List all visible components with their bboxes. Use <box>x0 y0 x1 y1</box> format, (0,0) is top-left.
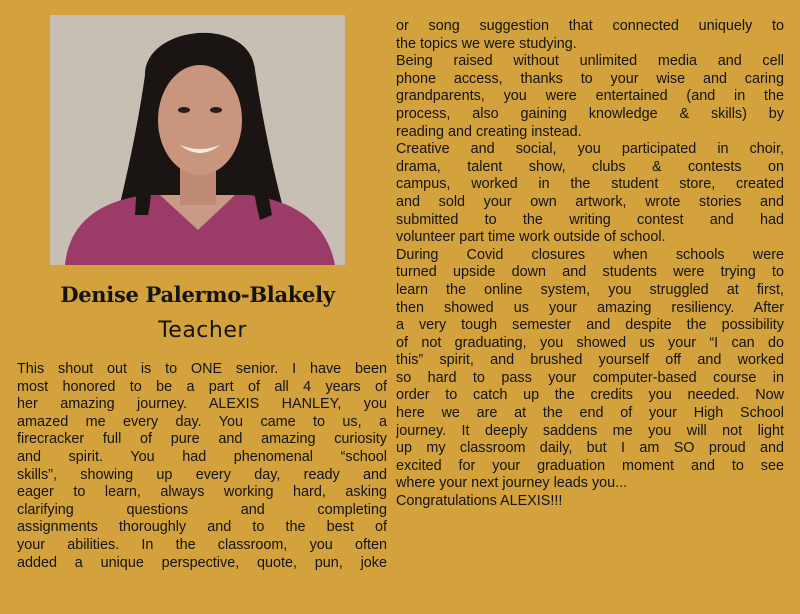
teacher-role: Teacher <box>158 318 247 343</box>
message-line: firecracker full of pure and amazing curiosity <box>17 431 387 448</box>
message-line: grandparents, you were entertained (and in the <box>396 88 784 105</box>
message-line: drama, talent show, clubs & contests on <box>396 158 784 175</box>
message-line: assignments thoroughly and to the best of <box>17 519 387 536</box>
message-line: of not graduating, you showed us your “I can do <box>396 334 784 351</box>
teacher-photo <box>50 15 345 265</box>
message-line: and spirit. You had phenomenal “school <box>17 448 387 465</box>
message-line: reading and creating instead. <box>396 123 582 140</box>
message-line: amazed me every day. You came to us, a <box>17 413 387 430</box>
message-line: Creative and social, you participated in choir, <box>396 141 784 158</box>
portrait-image <box>50 15 345 265</box>
message-line: where your next journey leads you... <box>396 475 628 492</box>
message-line: added a unique perspective, quote, pun, joke <box>17 554 387 571</box>
message-line: most honored to be a part of all 4 years of <box>17 378 387 395</box>
message-line: then showed us your amazing resiliency. After <box>396 299 784 316</box>
message-line: During Covid closures when schools were <box>396 246 784 263</box>
message-line: turned upside down and students were trying to <box>396 264 784 281</box>
message-line: or song suggestion that connected uniquely to <box>396 18 784 34</box>
message-line: learn the online system, you struggled at first, <box>396 281 784 298</box>
message-line: This shout out is to ONE senior. I have been <box>17 361 387 377</box>
message-line: journey. It deeply saddens me you will not light <box>396 422 784 439</box>
message-line: this” spirit, and brushed yourself off and worked <box>396 352 784 369</box>
message-line: excited for your graduation moment and to see <box>396 457 784 474</box>
message-line: Congratulations ALEXIS!!! <box>396 493 563 510</box>
teacher-name: Denise Palermo-Blakely <box>60 282 335 307</box>
message-line: eager to learn, always working hard, asking <box>17 484 387 501</box>
message-line: process, also gaining knowledge & skills) by <box>396 105 784 122</box>
message-line: so hard to pass your computer-based course in <box>396 369 784 386</box>
message-column-right <box>396 18 784 511</box>
message-line: Being raised without unlimited media and cell <box>396 53 784 70</box>
message-line: the topics we were studying. <box>396 35 577 52</box>
message-line: here we are at the end of your High School <box>396 405 784 422</box>
message-line: submitted to the writing contest and had <box>396 211 784 228</box>
message-line: and sold your own artwork, wrote stories and <box>396 193 784 210</box>
message-line: skills”, showing up every day, ready and <box>17 466 387 483</box>
message-line: her amazing journey. ALEXIS HANLEY, you <box>17 396 387 413</box>
message-line: a very tough semester and despite the possibility <box>396 317 784 334</box>
message-line: clarifying questions and completing <box>17 501 387 518</box>
message-line: phone access, thanks to your wise and caring <box>396 70 784 87</box>
message-column-left <box>17 361 387 572</box>
message-line: campus, worked in the student store, created <box>396 176 784 193</box>
message-line: up my classroom daily, but I am SO proud and <box>396 440 784 457</box>
message-line: your abilities. In the classroom, you often <box>17 536 387 553</box>
message-line: volunteer part time work outside of school. <box>396 229 666 246</box>
message-line: order to catch up the credits you needed. Now <box>396 387 784 404</box>
